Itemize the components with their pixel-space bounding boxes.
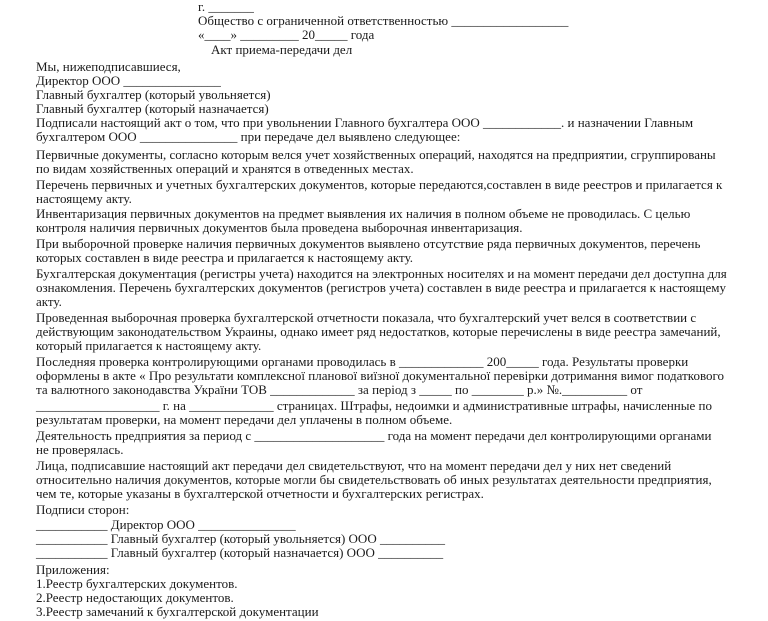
org-line: Общество с ограниченной ответственностью __________________ [198, 13, 569, 28]
body-line: Подписали настоящий акт о том, что при увольнении Главного бухгалтера ООО ____________. и назначении Главным [36, 115, 694, 130]
attachment-item: 2.Реестр недостающих документов. [36, 590, 234, 605]
document-title: Акт приема-передачи дел [211, 42, 353, 57]
intro-line: Главный бухгалтер (который назначается) [36, 101, 269, 116]
body-line: Первичные документы, согласно которым велся учет хозяйственных операций, находятся на предприятии, сгруппированы [36, 147, 716, 162]
signature-line: ___________ Директор ООО _______________ [36, 517, 296, 532]
body-line: ___________________ г. на _____________ страницах. Штрафы, недоимки и административные штрафы, начисленные по [36, 398, 712, 413]
signatures-heading: Подписи сторон: [36, 502, 130, 517]
body-line: настоящему акту. [36, 191, 132, 206]
body-line: та валютного законодавства України ТОВ _____________ за період з _____ по ________ р.» №.__________ от [36, 382, 643, 397]
body-line: Бухгалтерская документация (регистры учета) находится на электронных носителях и на момент передачи дел доступна для [36, 266, 727, 281]
body-line: Инвентаризация первичных документов на предмет выявления их наличия в полном объеме не проводилась. С целью [36, 206, 691, 221]
body-line: не проверялась. [36, 442, 124, 457]
attachment-item: 1.Реестр бухгалтерских документов. [36, 576, 238, 591]
attachments-heading: Приложения: [36, 562, 110, 577]
body-line: результатам проверки, на момент передачи дел уплачены в полном объеме. [36, 412, 453, 427]
body-line: ознакомления. Перечень бухгалтерских документов (регистров учета) составлен в виде реестра и прилагается к настоящему [36, 280, 726, 295]
body-line: Последняя проверка контролирующими органами проводилась в _____________ 200_____ года. Результаты проверки [36, 354, 689, 369]
body-line: оформлены в акте « Про результати комплексної планової виїзної документальної перевірки дотримання вимог податкового [36, 368, 724, 383]
body-line: чем те, которые указаны в бухгалтерской отчетности и бухгалтерских регистрах. [36, 486, 484, 501]
intro-line: Директор ООО _______________ [36, 73, 221, 88]
body-line: акту. [36, 294, 62, 309]
body-line: Деятельность предприятия за период с ____________________ года на момент передачи дел контролирующими органами [36, 428, 712, 443]
attachment-item: 3.Реестр замечаний к бухгалтерской документации [36, 604, 319, 619]
intro-line: Главный бухгалтер (который увольняется) [36, 87, 271, 102]
intro-line: Мы, нижеподписавшиеся, [36, 59, 181, 74]
body-line: которых составлен в виде реестра и прилагается к настоящему акту. [36, 250, 414, 265]
body-line: который прилагается к настоящему акту. [36, 338, 262, 353]
body-line: контроля наличия первичных документов была проведена выборочная инвентаризация. [36, 220, 523, 235]
date-line: «____» _________ 20_____ года [198, 27, 375, 42]
city-line: г. _______ [198, 0, 254, 14]
body-line: относительно наличия документов, которые могли бы свидетельствовать об иных результатах деятельности предприятия, [36, 472, 712, 487]
body-line: Лица, подписавшие настоящий акт передачи дел свидетельствуют, что на момент передачи дел у них нет сведений [36, 458, 672, 473]
signature-line: ___________ Главный бухгалтер (который увольняется) ООО __________ [36, 531, 445, 546]
signature-line: ___________ Главный бухгалтер (который назначается) ООО __________ [36, 545, 444, 560]
body-line: Перечень первичных и учетных бухгалтерских документов, которые передаются,составлен в виде реестров и прилагается к [36, 177, 723, 192]
body-line: действующим законодательством Украины, однако имеет ряд недостатков, которые перечислены в виде реестра замечаний, [36, 324, 721, 339]
body-line: При выборочной проверке наличия первичных документов выявлено отсутствие ряда первичных документов, перечень [36, 236, 701, 251]
body-line: бухгалтером ООО _______________ при передаче дел выявлено следующее: [36, 129, 461, 144]
body-line: Проведенная выборочная проверка бухгалтерской отчетности показала, что бухгалтерский учет велся в соответствии с [36, 310, 697, 325]
body-line: по видам хозяйственных операций и хранятся в отведенных местах. [36, 161, 414, 176]
